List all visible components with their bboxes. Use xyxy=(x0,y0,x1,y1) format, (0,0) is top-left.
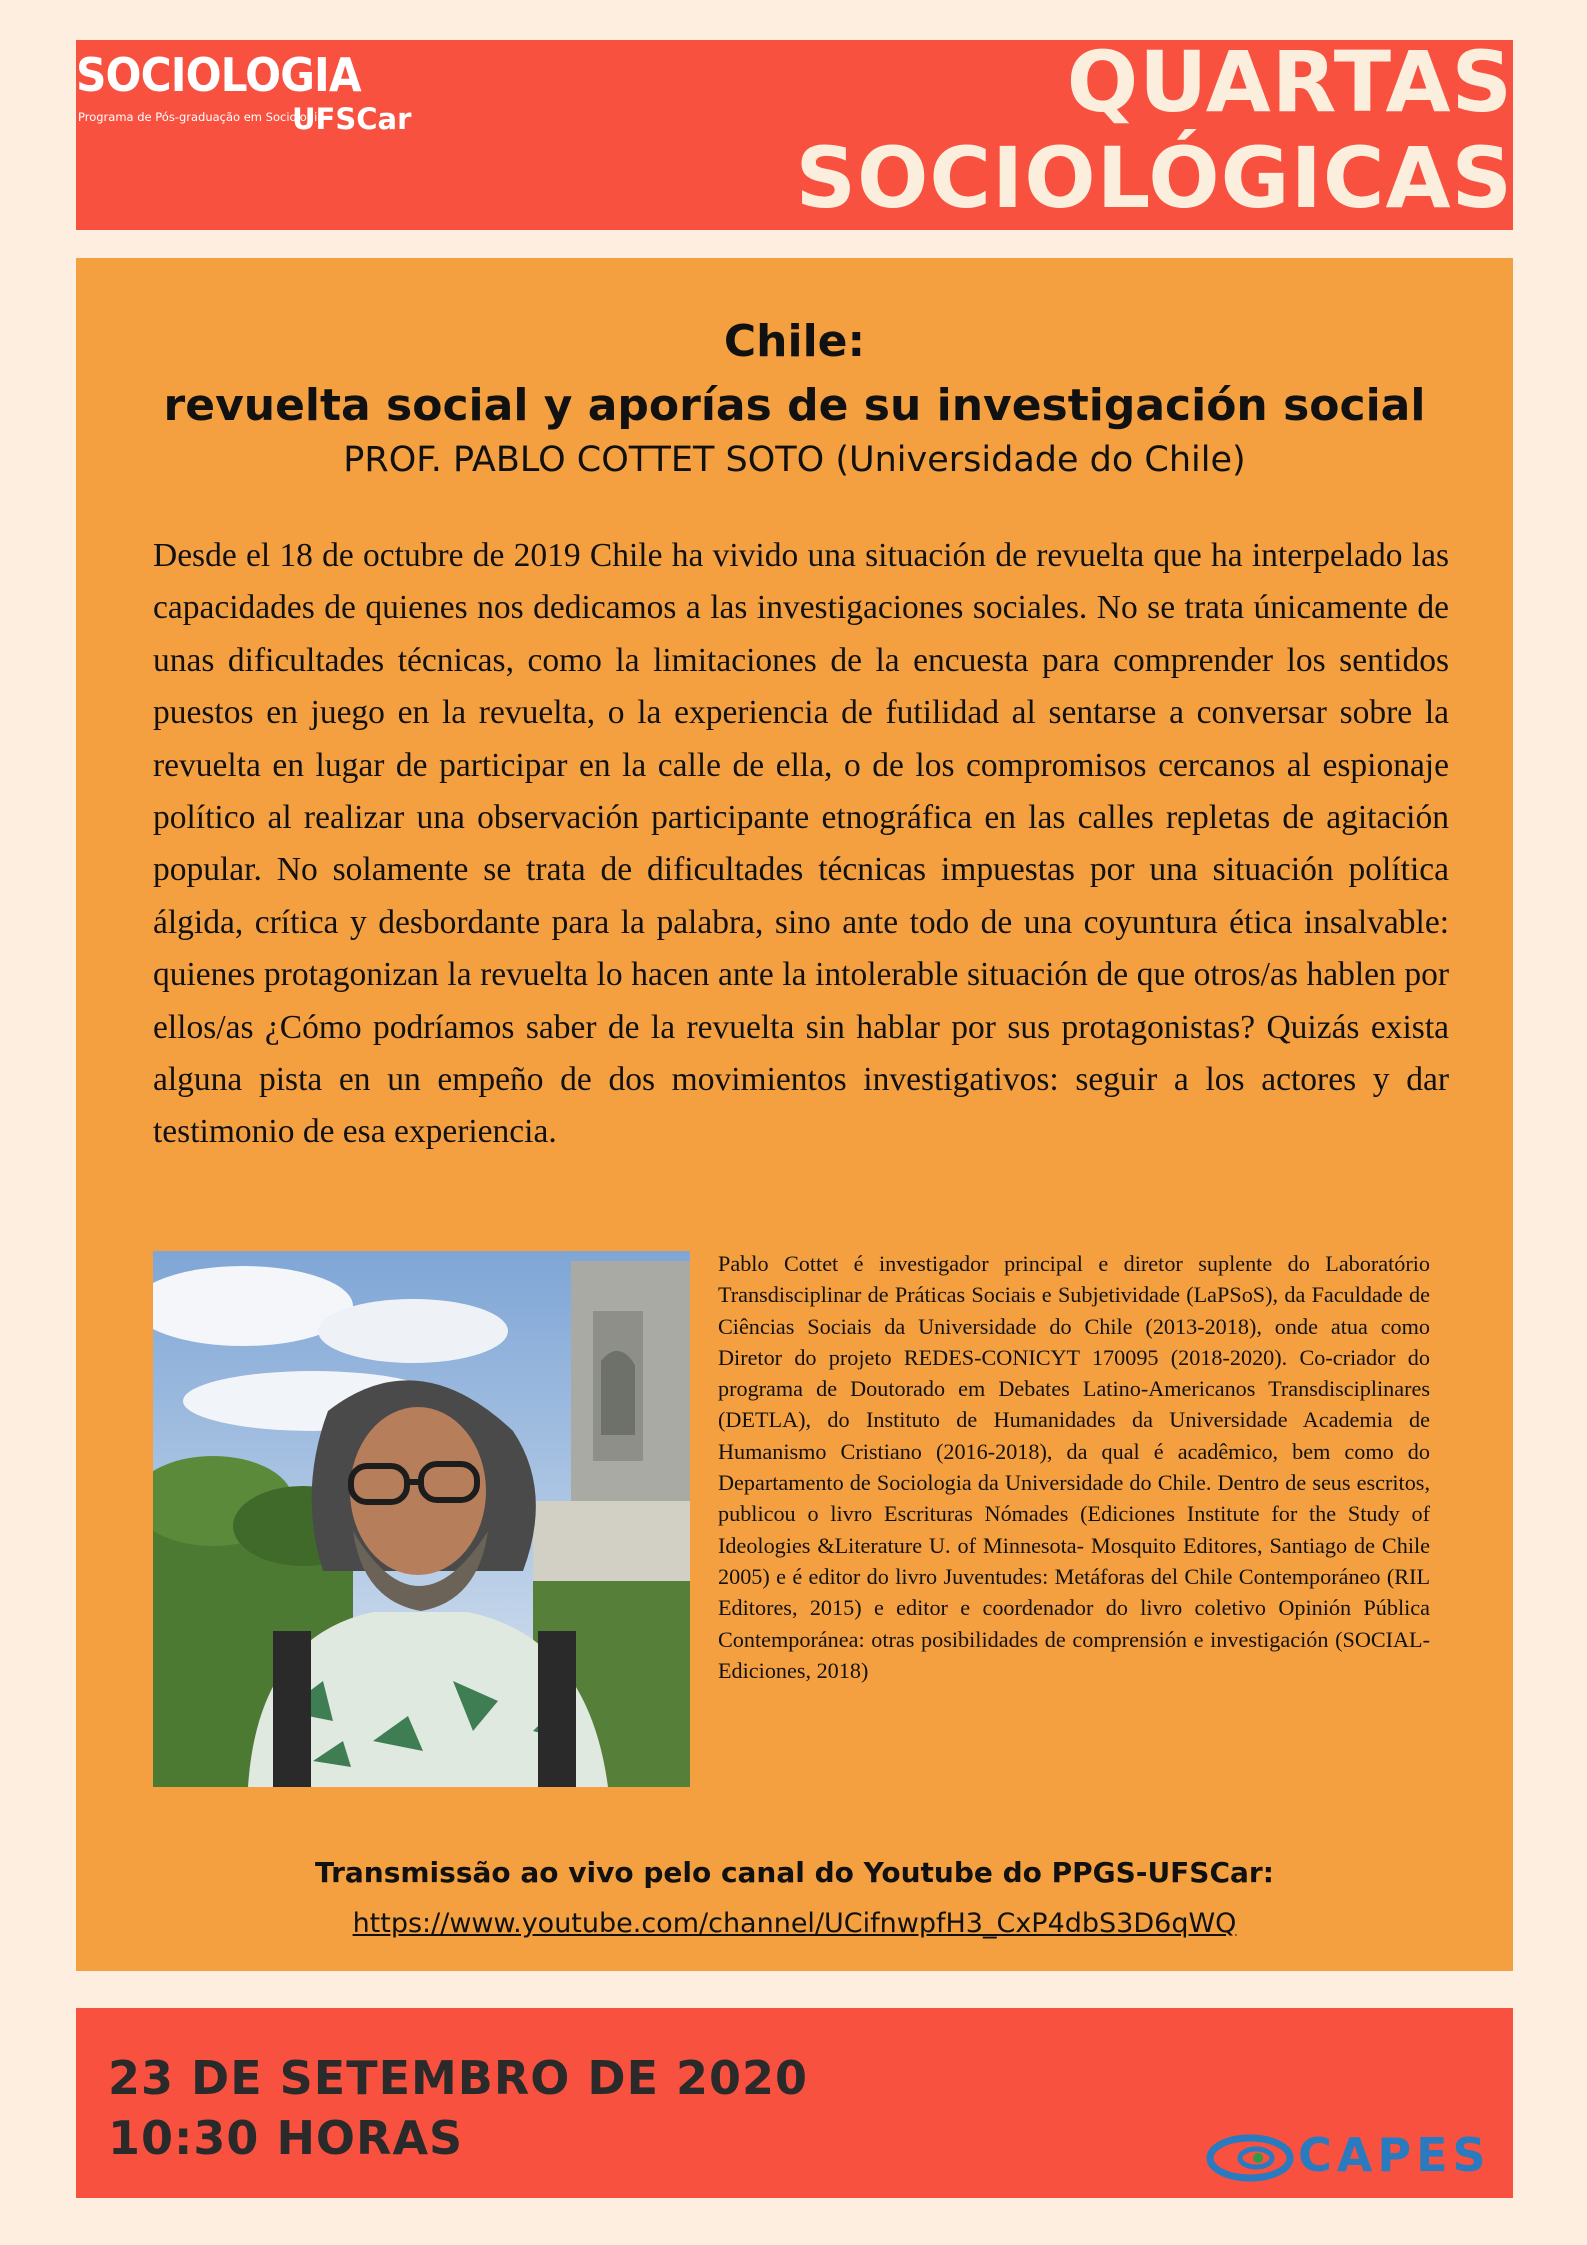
series-title-line1: QUARTAS xyxy=(1066,33,1513,131)
logo-ufscar: UFSCar xyxy=(292,102,412,136)
youtube-channel-link[interactable]: https://www.youtube.com/channel/UCifnwpfH3_CxP4dbS3D6qWQ xyxy=(352,1908,1237,1939)
series-title-line2: SOCIOLÓGICAS xyxy=(795,129,1513,227)
series-title xyxy=(795,34,1513,226)
logo-subtitle: Programa de Pós-graduação em Sociologia xyxy=(78,110,325,124)
capes-logo xyxy=(1204,2130,1504,2186)
speaker-bio: Pablo Cottet é investigador principal e diretor suplente do Laboratório Transdisciplinar de Práticas Sociais e Subjetividade (LaPSoS), da Faculdade de Ciências Sociais da Universidade do Chile (2013-2018), onde atua como Diretor do projeto REDES-CONICYT 170095 (2018-2020). Co-criador do programa de Doutorado em Debates Latino-Americanos Transdisciplinares (DETLA), do Instituto de Humanidades da Universidade Academia de Humanismo Cristiano (2016-2018), da qual é acadêmico, bem como do Departamento de Sociologia da Universidade do Chile. Dentro de seus escritos, publicou o livro Escrituras Nómades (Ediciones Institute for the Study of Ideologies &Literature U. of Minnesota- Mosquito Editores, Santiago de Chile 2005) e é editor do livro Juventudes: Metáforas del Chile Contemporáneo (RIL Editores, 2015) e editor e coordenador do livro coletivo Opinión Pública Contemporánea: otras posibilidades de comprensión e investigación (SOCIAL-Ediciones, 2018) xyxy=(718,1251,1430,1683)
event-title-line1: Chile: xyxy=(723,316,866,367)
speaker-photo xyxy=(153,1251,690,1787)
event-date: 23 DE SETEMBRO DE 2020 xyxy=(108,2051,809,2105)
event-datetime xyxy=(108,2048,808,2168)
speaker-name: PROF. PABLO COTTET SOTO (Universidade do Chile) xyxy=(343,440,1246,480)
header-banner xyxy=(76,33,1513,230)
stream-label: Transmissão ao vivo pelo canal do Youtube do PPGS-UFSCar: xyxy=(315,1856,1274,1889)
event-abstract: Desde el 18 de octubre de 2019 Chile ha vivido una situación de revuelta que ha interpelado las capacidades de quienes nos dedicamos a las investigaciones sociales. No se trata únicamente de unas dificultades técnicas, como la limitaciones de la encuesta para comprender los sentidos puestos en juego en la revuelta, o la experiencia de futilidad al sentarse a conversar sobre la revuelta en lugar de participar en la calle de ella, o de los compromisos cercanos al espionaje político al realizar una observación participante etnográfica en las calles repletas de agitación popular. No solamente se trata de dificultades técnicas impuestas por una situación política álgida, crítica y desbordante para la palabra, sino ante todo de una coyuntura ética insalvable: quienes protagonizan la revuelta lo hacen ante la intolerable situación de que otros/as hablen por ellos/as ¿Cómo podríamos saber de la revuelta sin hablar por sus protagonistas? Quizás exista alguna pista en un empeño de dos movimientos investigativos: seguir a los actores y dar testimonio de esa experiencia. xyxy=(153,537,1449,1151)
footer-banner xyxy=(76,2008,1513,2198)
logo-wordmark: SOCIOLOGIA xyxy=(76,48,361,102)
event-title-line2: revuelta social y aporías de su investigación social xyxy=(163,380,1426,431)
event-time: 10:30 HORAS xyxy=(108,2111,464,2165)
event-title xyxy=(76,310,1513,438)
capes-wordmark: CAPES xyxy=(1298,2128,1491,2182)
event-panel xyxy=(76,258,1513,1971)
sociologia-ufscar-logo xyxy=(76,48,476,158)
capes-swirl-icon xyxy=(1204,2130,1296,2186)
